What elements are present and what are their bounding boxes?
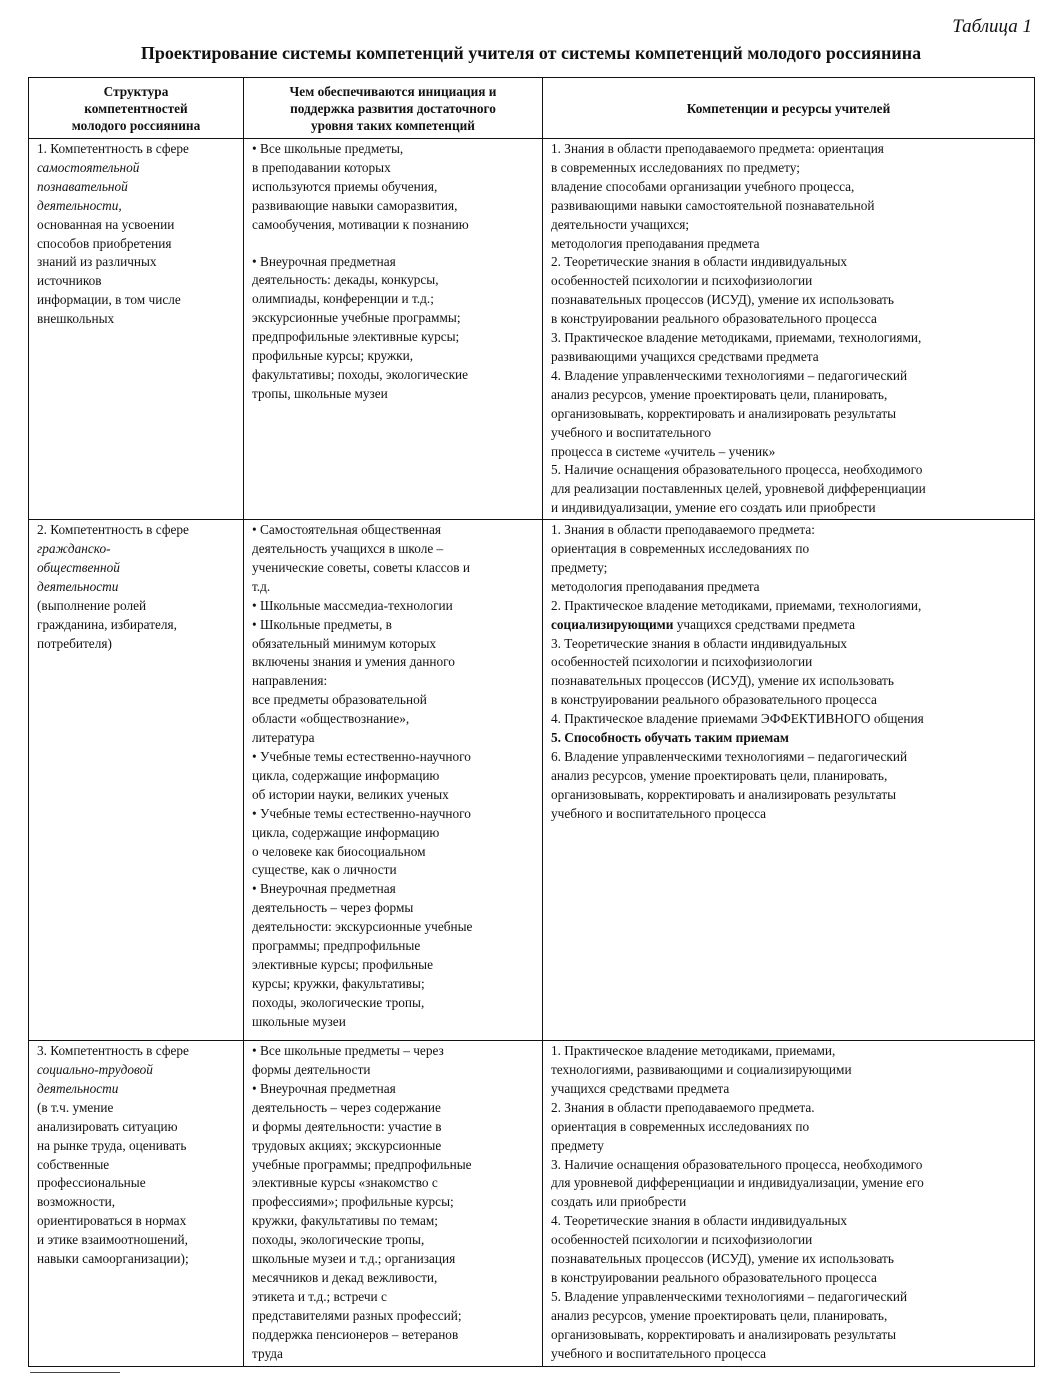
cell-line: деятельность – через формы: [252, 900, 414, 916]
cell-line: экскурсионные учебные программы;: [252, 310, 461, 326]
cell-line: 3. Теоретические знания в области индивидуальных: [551, 635, 848, 651]
header-line: поддержка развития достаточного: [290, 100, 496, 116]
bullet-item: • Школьные предметы, в: [252, 616, 537, 635]
cell-line: 1. Компетентность в сфере: [37, 141, 189, 156]
header-initiation: [244, 78, 543, 139]
cell-line: 2. Компетентность в сфере: [37, 522, 189, 538]
cell-line: области «обществознание»,: [252, 711, 410, 727]
cell-line: учебные программы; предпрофильные: [252, 1156, 472, 1172]
cell-line: ученические советы, советы классов и: [252, 559, 471, 575]
bullet-item: • Учебные темы естественно-научного: [252, 805, 537, 824]
cell-line: анализ ресурсов, умение проектировать цели, планировать,: [551, 1307, 888, 1323]
cell-line: процесса в системе «учитель – ученик»: [551, 443, 776, 459]
spacer: [252, 235, 537, 253]
competencies-table: [28, 77, 1035, 1367]
cell-line: создать или приобрести: [551, 1194, 687, 1210]
cell-line: представителями разных профессий;: [252, 1307, 462, 1323]
cell-teacher-resources: [543, 1041, 1035, 1367]
cell-initiation-means: [244, 1041, 543, 1367]
cell-line: учащихся средствами предмета: [551, 1080, 730, 1096]
header-structure: [29, 78, 244, 139]
cell-line: основанная на усвоении: [37, 216, 175, 232]
cell-line: (в т.ч. умение: [37, 1099, 114, 1115]
header-line: компетентностей: [84, 100, 188, 116]
cell-line: 1. Практическое владение методиками, приемами,: [551, 1043, 836, 1059]
cell-line: источников: [37, 273, 102, 289]
cell-line: походы, экологические тропы,: [252, 1232, 425, 1248]
cell-line: познавательных процессов (ИСУД), умение их использовать: [551, 292, 894, 308]
cell-line: познавательной: [37, 178, 128, 194]
cell-teacher-resources: [543, 520, 1035, 1041]
cell-line: гражданина, избирателя,: [37, 616, 178, 632]
cell-line: развивающими навыки самостоятельной познавательной: [551, 197, 875, 213]
bullet-item: • Самостоятельная общественная: [252, 521, 537, 540]
cell-line: поддержка пенсионеров – ветеранов: [252, 1326, 459, 1342]
cell-line: направления:: [252, 673, 328, 689]
cell-line: владение способами организации учебного процесса,: [551, 178, 855, 194]
cell-line: 2. Практическое владение методиками, приемами, технологиями,: [551, 597, 922, 613]
cell-line: деятельность – через содержание: [252, 1099, 441, 1115]
cell-line: особенностей психологии и психофизиологии: [551, 654, 813, 670]
cell-line: 4. Владение управленческими технологиями – педагогический: [551, 367, 908, 383]
cell-line: учебного и воспитательного процесса: [551, 805, 767, 821]
cell-line: 3. Компетентность в сфере: [37, 1043, 189, 1059]
cell-line: познавательных процессов (ИСУД), умение их использовать: [551, 1251, 894, 1267]
cell-line: ориентация в современных исследованиях по: [551, 541, 810, 557]
cell-line: [551, 616, 1029, 635]
table-row: [29, 139, 1035, 520]
header-line: Чем обеспечиваются инициация и: [289, 83, 497, 99]
cell-line: возможности,: [37, 1194, 116, 1210]
cell-line: анализ ресурсов, умение проектировать цели, планировать,: [551, 767, 888, 783]
cell-line: 3. Наличие оснащения образовательного процесса, необходимого: [551, 1156, 923, 1172]
cell-line: информации, в том числе: [37, 292, 181, 308]
bullet-item: • Учебные темы естественно-научного: [252, 748, 537, 767]
cell-line: на рынке труда, оценивать: [37, 1137, 187, 1153]
cell-line: 1. Знания в области преподаваемого предмета:: [551, 522, 815, 538]
cell-line: курсы; кружки, факультативы;: [252, 975, 425, 991]
cell-line: об истории науки, великих ученых: [252, 786, 449, 802]
cell-line: этикета и т.д.; встречи с: [252, 1288, 387, 1304]
cell-line: самостоятельной: [37, 159, 140, 175]
cell-line: цикла, содержащие информацию: [252, 824, 440, 840]
cell-line: деятельность: декады, конкурсы,: [252, 272, 439, 288]
cell-line: деятельности,: [37, 197, 122, 213]
cell-line: 3. Практическое владение методиками, приемами, технологиями,: [551, 330, 922, 346]
cell-line: в современных исследованиях по предмету;: [551, 159, 800, 175]
cell-line: методология преподавания предмета: [551, 578, 760, 594]
footer-rule: [30, 1372, 120, 1379]
cell-initiation-means: [244, 520, 543, 1041]
cell-line: т.д.: [252, 578, 271, 594]
header-teacher-competencies: [543, 78, 1035, 139]
cell-line: учебного и воспитательного процесса: [551, 1345, 767, 1361]
cell-line: методология преподавания предмета: [551, 235, 760, 251]
cell-line: элективные курсы «знакомство с: [252, 1175, 438, 1191]
cell-line: развивающими учащихся средствами предмета: [551, 348, 819, 364]
cell-line: цикла, содержащие информацию: [252, 767, 440, 783]
bullet-item: • Внеурочная предметная: [252, 1080, 537, 1099]
cell-line: деятельности: [37, 1080, 119, 1096]
cell-line: навыки самоорганизации);: [37, 1251, 189, 1267]
table-number-label: Таблица 1: [952, 16, 1032, 37]
cell-line: профильные курсы; кружки,: [252, 348, 414, 364]
table-row: [29, 1041, 1035, 1367]
bullet-item: • Внеурочная предметная: [252, 253, 537, 272]
cell-line: факультативы; походы, экологические: [252, 366, 469, 382]
table-row: [29, 520, 1035, 1041]
cell-line: включены знания и умения данного: [252, 654, 455, 670]
cell-line: для реализации поставленных целей, уровневой дифференциации: [551, 481, 926, 497]
cell-line: о человеке как биосоциальном: [252, 843, 426, 859]
cell-line: деятельность учащихся в школе –: [252, 541, 444, 557]
cell-line: программы; предпрофильные: [252, 938, 421, 954]
bullet-item: • Внеурочная предметная: [252, 880, 537, 899]
cell-line: гражданско-: [37, 541, 111, 557]
cell-competence-area: [29, 520, 244, 1041]
cell-line: предмету;: [551, 559, 608, 575]
cell-line: организовывать, корректировать и анализировать результаты: [551, 786, 897, 802]
cell-line: обязательный минимум которых: [252, 635, 437, 651]
cell-line: олимпиады, конференции и т.д.;: [252, 291, 434, 307]
cell-line: общественной: [37, 559, 120, 575]
cell-line: внешкольных: [37, 311, 115, 327]
cell-line: самообучения, мотивации к познанию: [252, 216, 469, 232]
bullet-item: • Все школьные предметы – через: [252, 1042, 537, 1061]
cell-line: трудовых акциях; экскурсионные: [252, 1137, 442, 1153]
cell-line: познавательных процессов (ИСУД), умение их использовать: [551, 673, 894, 689]
cell-competence-area: [29, 139, 244, 520]
bold-term: социализирующими: [551, 616, 674, 632]
cell-line: способов приобретения: [37, 235, 172, 251]
cell-line: используются приемы обучения,: [252, 178, 438, 194]
cell-line: профессиями»; профильные курсы;: [252, 1194, 454, 1210]
cell-line: собственные: [37, 1156, 110, 1172]
cell-line: 4. Практическое владение приемами ЭФФЕКТИВНОГО общения: [551, 711, 924, 727]
cell-line: существе, как о личности: [252, 862, 397, 878]
header-line: молодого россиянина: [71, 117, 201, 133]
cell-line: знаний из различных: [37, 254, 157, 270]
cell-line: 2. Знания в области преподаваемого предмета.: [551, 1099, 815, 1115]
cell-competence-area: [29, 1041, 244, 1367]
cell-line: 6. Владение управленческими технологиями – педагогический: [551, 749, 908, 764]
cell-teacher-resources: [543, 139, 1035, 520]
cell-line: 2. Теоретические знания в области индивидуальных: [551, 254, 848, 270]
cell-line: в преподавании которых: [252, 159, 391, 175]
cell-line: организовывать, корректировать и анализировать результаты: [551, 1326, 897, 1342]
cell-line: деятельности: [37, 578, 119, 594]
cell-line: и индивидуализации, умение его создать или приобрести: [551, 500, 876, 516]
cell-line: школьные музеи: [252, 1013, 346, 1029]
cell-line: учебного и воспитательного: [551, 424, 712, 440]
cell-line: в конструировании реального образовательного процесса: [551, 311, 877, 327]
cell-line: социально-трудовой: [37, 1062, 153, 1078]
cell-line: потребителя): [37, 635, 112, 651]
cell-line: особенностей психологии и психофизиологии: [551, 273, 813, 289]
cell-line: анализ ресурсов, умение проектировать цели, планировать,: [551, 386, 888, 402]
cell-line: организовывать, корректировать и анализировать результаты: [551, 405, 897, 421]
cell-line: все предметы образовательной: [252, 692, 427, 708]
cell-line: труда: [252, 1345, 283, 1361]
cell-line: 5. Способность обучать таким приемам: [551, 730, 789, 746]
cell-line: для уровневой дифференциации и индивидуализации, умение его: [551, 1175, 924, 1191]
header-line: Структура: [103, 83, 169, 99]
cell-line: особенностей психологии и психофизиологии: [551, 1232, 813, 1248]
page-title: Проектирование системы компетенций учителя от системы компетенций молодого россиянина: [140, 43, 922, 63]
table-header-row: [29, 78, 1035, 139]
bullet-item: • Все школьные предметы,: [252, 140, 537, 159]
cell-line: 5. Наличие оснащения образовательного процесса, необходимого: [551, 462, 923, 478]
cell-line: ориентироваться в нормах: [37, 1213, 187, 1229]
cell-line: в конструировании реального образовательного процесса: [551, 692, 877, 708]
cell-line: профессиональные: [37, 1175, 146, 1191]
cell-line: технологиями, развивающими и социализирующими: [551, 1062, 852, 1078]
cell-line: и этике взаимоотношений,: [37, 1232, 188, 1248]
cell-line: тропы, школьные музеи: [252, 385, 388, 401]
cell-line: кружки, факультативы по темам;: [252, 1213, 438, 1229]
cell-line: 4. Теоретические знания в области индивидуальных: [551, 1213, 848, 1229]
cell-line: деятельности учащихся;: [551, 216, 690, 232]
cell-line: развивающие навыки саморазвития,: [252, 197, 458, 213]
cell-line: месячников и декад вежливости,: [252, 1270, 438, 1285]
bullet-item: • Школьные массмедиа-технологии: [252, 597, 537, 616]
cell-line: элективные курсы; профильные: [252, 956, 433, 972]
cell-line: формы деятельности: [252, 1062, 371, 1078]
cell-line: анализировать ситуацию: [37, 1118, 178, 1134]
cell-line: походы, экологические тропы,: [252, 994, 425, 1010]
line-rest: учащихся средствами предмета: [673, 616, 855, 632]
cell-line: литература: [252, 730, 315, 746]
cell-line: 1. Знания в области преподаваемого предмета: ориентация: [551, 141, 884, 156]
cell-initiation-means: [244, 139, 543, 520]
cell-line: 5. Владение управленческими технологиями – педагогический: [551, 1288, 908, 1304]
cell-line: предмету: [551, 1137, 604, 1153]
cell-line: ориентация в современных исследованиях по: [551, 1118, 810, 1134]
cell-line: школьные музеи и т.д.; организация: [252, 1251, 456, 1267]
cell-line: деятельности: экскурсионные учебные: [252, 919, 473, 935]
header-line: Компетенции и ресурсы учителей: [686, 100, 891, 116]
cell-line: предпрофильные элективные курсы;: [252, 329, 460, 345]
cell-line: в конструировании реального образовательного процесса: [551, 1270, 877, 1285]
cell-line: (выполнение ролей: [37, 597, 147, 613]
cell-line: и формы деятельности: участие в: [252, 1118, 442, 1134]
header-line: уровня таких компетенций: [311, 117, 475, 133]
